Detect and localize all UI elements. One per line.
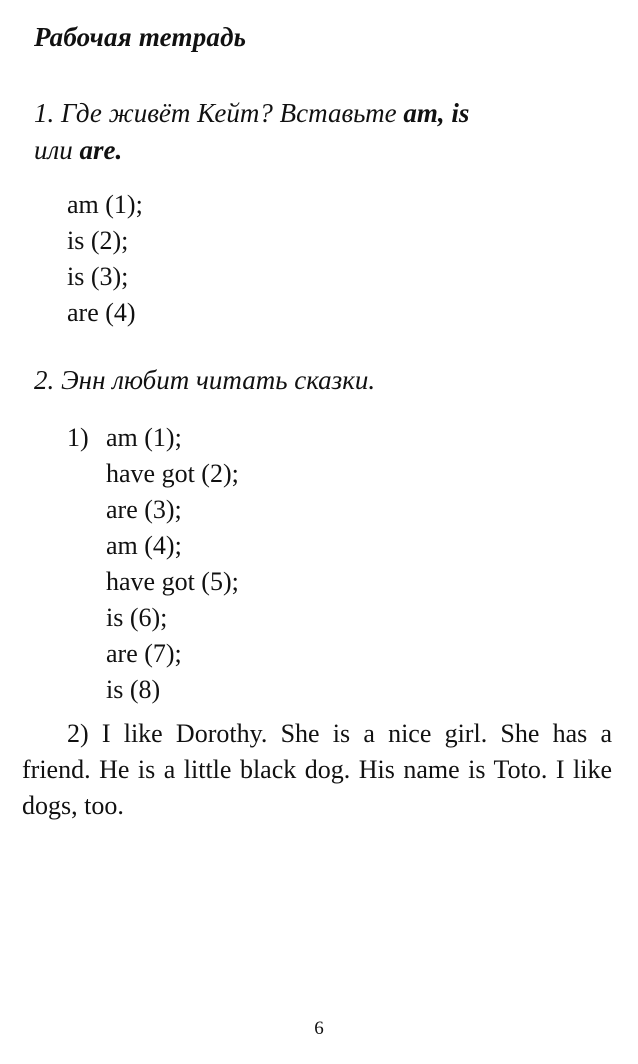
answer-line: have got (2); [106,459,239,488]
task-1-title-text: 1. Где живёт Кейт? Вставьте [34,98,404,128]
answer-line: are (7); [106,639,182,668]
task-2-part-1-label: 1) [67,423,89,452]
answer-line: is (2); [67,226,129,255]
answer-line: am (4); [106,531,182,560]
page-number: 6 [314,1018,324,1039]
task-1-word-are: are. [79,135,123,165]
task-1-or: или [34,135,80,165]
task-1-answers [67,187,143,331]
answer-line: is (3); [67,262,129,291]
task-1-word-am: am, [403,98,445,128]
section-header: Рабочая тетрадь [34,22,247,52]
task-2-part-2-paragraph: 2) I like Dorothy. She is a nice girl. She has a friend. He is a little black dog. His name is Toto. I like dogs, too. [22,719,612,820]
answer-line: am (1); [67,190,143,219]
task-1-word-is: is [451,98,470,128]
answer-line: is (8) [106,675,161,704]
task-2-title: 2. Энн любит читать сказки. [34,365,376,395]
answer-line: am (1); [106,423,182,452]
task-2-part-1-answers [106,420,239,708]
answer-line: is (6); [106,603,168,632]
task-1-title [34,95,604,169]
answer-line: are (3); [106,495,182,524]
answer-line: have got (5); [106,567,239,596]
answer-line: are (4) [67,298,136,327]
